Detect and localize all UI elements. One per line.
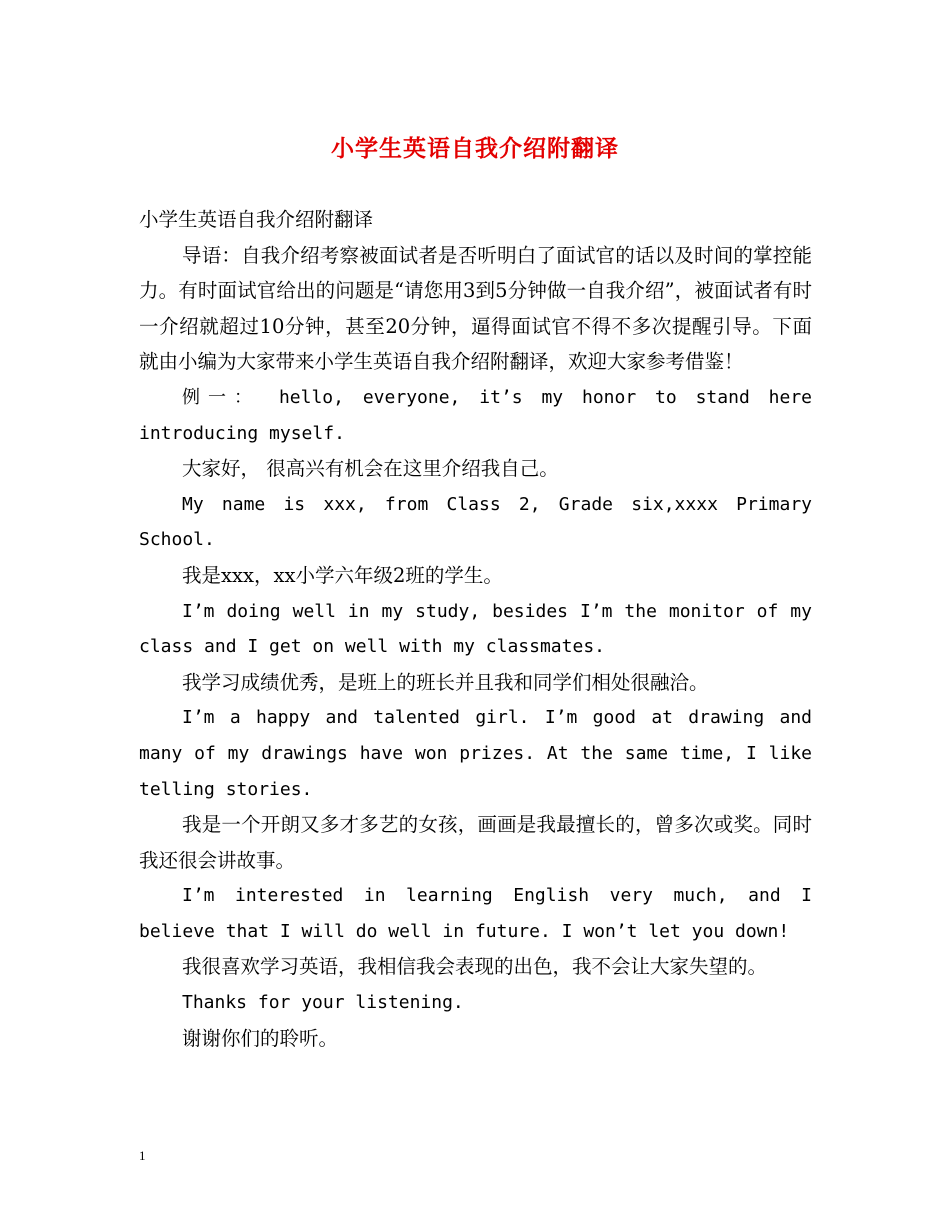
page-title: 小学生英语自我介绍附翻译 [331,135,619,162]
english-paragraph: 例一： hello, everyone, it’s my honor to stand here introducing myself. [139,386,812,444]
intro-paragraph: 导语：自我介绍考察被面试者是否听明白了面试官的话以及时间的掌控能力。有时面试官给出的问题是“请您用3到5分钟做一自我介绍”，被面试者有时一介绍就超过10分钟，甚至20分钟，逼得面试官不得不多次提醒引导。下面就由小编为大家带来小学生英语自我介绍附翻译，欢迎大家参考借鉴！ [139,243,812,374]
chinese-paragraph: 我是一个开朗又多才多艺的女孩，画画是我最擅长的，曾多次或奖。同时我还很会讲故事。 [139,813,812,872]
english-paragraph: I’m doing well in my study, besides I’m the monitor of my class and I get on well with my classmates. [139,600,812,658]
chinese-paragraph: 我很喜欢学习英语，我相信我会表现的出色，我不会让大家失望的。 [182,955,768,979]
page-number: 1 [139,1148,146,1163]
english-paragraph: I’m a happy and talented girl. I’m good at drawing and many of my drawings have won prizes. At the same time, I like telling stories. [139,707,812,800]
english-paragraph: My name is xxx, from Class 2, Grade six,xxxx Primary School. [139,493,812,551]
chinese-paragraph: 我学习成绩优秀，是班上的班长并且我和同学们相处很融洽。 [182,670,709,694]
document-body [139,202,812,1056]
chinese-paragraph: 大家好， 很高兴有机会在这里介绍我自己。 [182,457,559,481]
chinese-paragraph: 谢谢你们的聆听。 [182,1026,339,1050]
subtitle-paragraph: 小学生英语自我介绍附翻译 [139,208,374,231]
chinese-paragraph: 我是xxx，xx小学六年级2班的学生。 [182,563,503,587]
english-paragraph: I’m interested in learning English very much, and I believe that I will do well in future. I won’t let you down! [139,885,812,942]
english-paragraph: Thanks for your listening. [182,992,464,1014]
